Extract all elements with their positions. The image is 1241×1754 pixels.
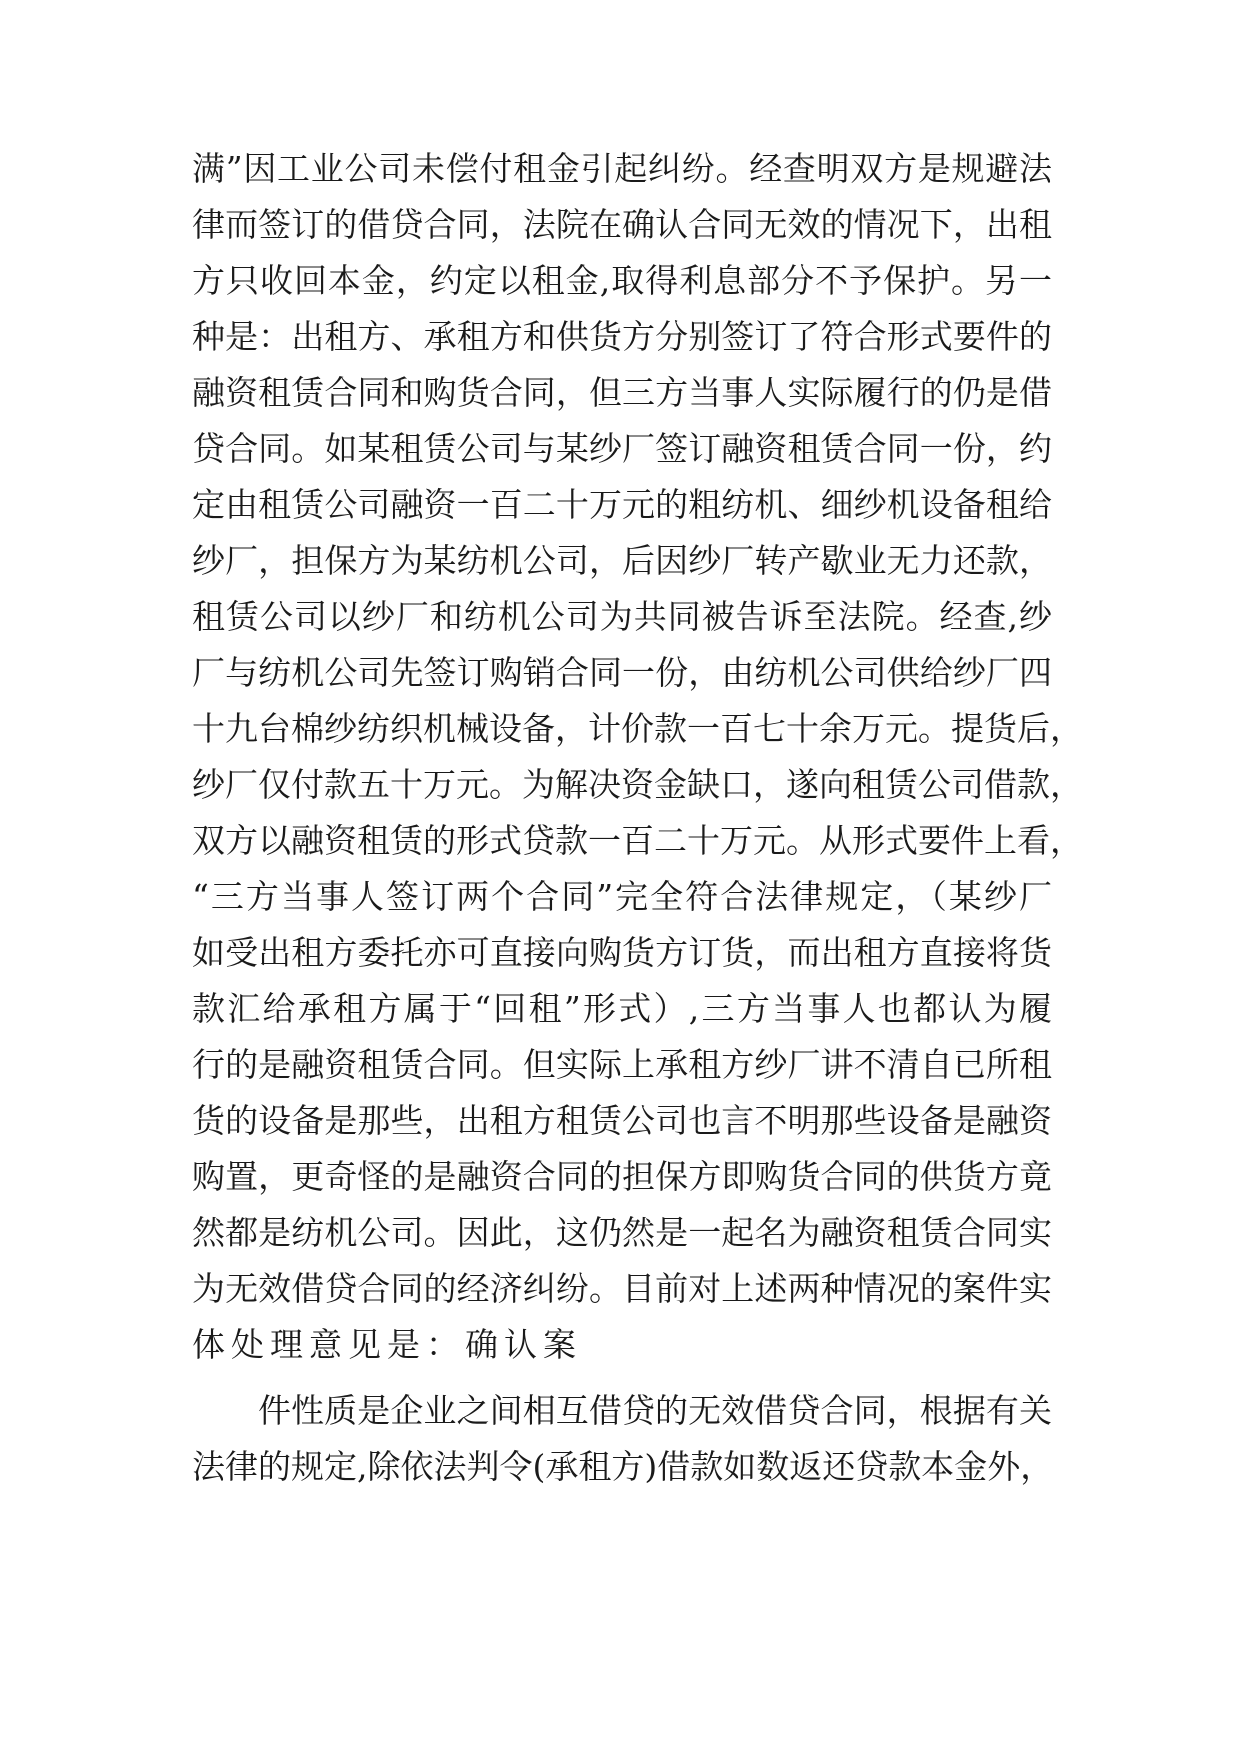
text-line: 满”因工业公司未偿付租金引起纠纷。经查明双方是规避法 — [192, 149, 1052, 188]
text-line: 体处理意见是：确认案 — [192, 1325, 582, 1364]
text-line: 律而签订的借贷合同，法院在确认合同无效的情况下，出租 — [192, 205, 1052, 244]
text-line: 纱厂，担保方为某纺机公司，后因纱厂转产歇业无力还款， — [192, 541, 1052, 580]
text-line: 定由租赁公司融资一百二十万元的粗纺机、细纱机设备租给 — [192, 485, 1052, 524]
text-line: 纱厂仅付款五十万元。为解决资金缺口，遂向租赁公司借款， — [192, 765, 1083, 804]
text-line: 贷合同。如某租赁公司与某纱厂签订融资租赁合同一份，约 — [192, 429, 1052, 468]
text-line: 货的设备是那些，出租方租赁公司也言不明那些设备是融资 — [192, 1101, 1052, 1140]
text-line: 为无效借贷合同的经济纠纷。目前对上述两种情况的案件实 — [192, 1269, 1052, 1308]
text-line: 如受出租方委托亦可直接向购货方订货，而出租方直接将货 — [192, 933, 1052, 972]
text-line: 租赁公司以纱厂和纺机公司为共同被告诉至法院。经查,纱 — [192, 597, 1052, 636]
text-line: 款汇给承租方属于“回租”形式）,三方当事人也都认为履 — [192, 989, 1052, 1028]
text-line: 行的是融资租赁合同。但实际上承租方纱厂讲不清自已所租 — [192, 1045, 1052, 1084]
text-line: 方只收回本金，约定以租金,取得利息部分不予保护。另一 — [192, 261, 1052, 300]
text-line: 双方以融资租赁的形式贷款一百二十万元。从形式要件上看， — [192, 821, 1083, 860]
text-line: 购置，更奇怪的是融资合同的担保方即购货合同的供货方竟 — [192, 1157, 1052, 1196]
text-line: 融资租赁合同和购货合同，但三方当事人实际履行的仍是借 — [192, 373, 1052, 412]
text-line: 十九台棉纱纺织机械设备，计价款一百七十余万元。提货后， — [192, 709, 1083, 748]
text-line: 种是：出租方、承租方和供货方分别签订了符合形式要件的 — [192, 317, 1052, 356]
text-line: 件性质是企业之间相互借贷的无效借贷合同，根据有关 — [258, 1391, 1052, 1430]
text-line: “三方当事人签订两个合同”完全符合法律规定，（某纱厂 — [192, 877, 1052, 916]
text-line: 法律的规定,除依法判令(承租方)借款如数返还贷款本金外， — [192, 1447, 1054, 1486]
text-line: 厂与纺机公司先签订购销合同一份，由纺机公司供给纱厂四 — [192, 653, 1052, 692]
text-line: 然都是纺机公司。因此，这仍然是一起名为融资租赁合同实 — [192, 1213, 1052, 1252]
